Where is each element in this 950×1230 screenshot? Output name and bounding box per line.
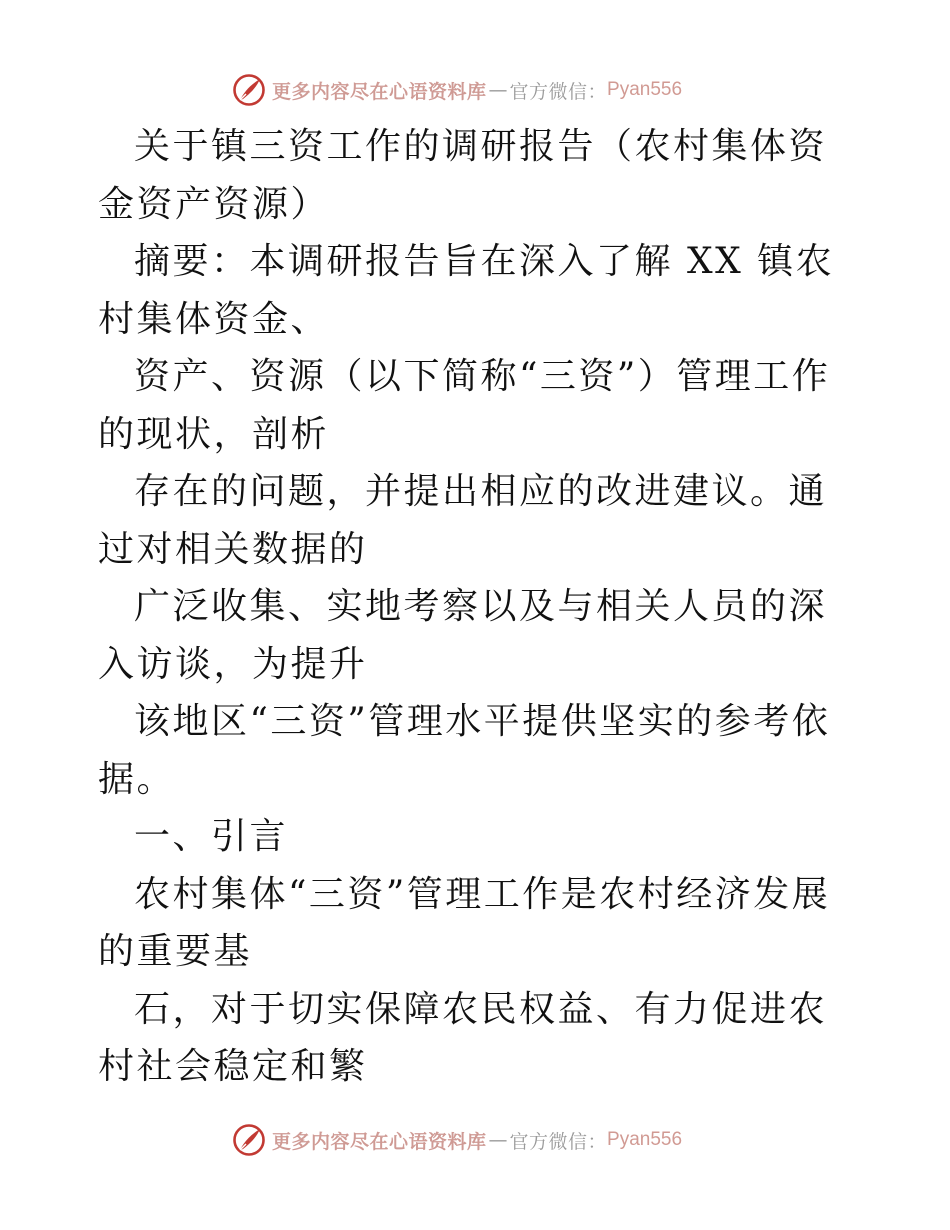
paragraph (98, 348, 858, 463)
section-heading (98, 808, 858, 866)
paragraph-line: 稳定和繁 (213, 1046, 368, 1087)
quill-logo-icon (232, 1123, 266, 1157)
paragraph-line: 关于镇三资工作的调研报告（农村集体资金资产 (98, 126, 828, 225)
paragraph (98, 463, 858, 578)
watermark-contact-label: 官方微信： (509, 1130, 608, 1153)
paragraph-line: 农村集体“三资”管理工作是农村经济发展的重 (98, 873, 831, 972)
paragraph (98, 981, 858, 1096)
paragraph-line: 石，对于切实保障农民权益、有力促进农村社会 (98, 988, 828, 1087)
quill-logo-icon (232, 73, 266, 107)
watermark-brand: 更多内容尽在心语资料库 (272, 1130, 487, 1153)
document-body (98, 118, 858, 1096)
paragraph-line: 一、引言 (134, 816, 289, 857)
watermark-contact-id: Pyan556 (607, 1129, 683, 1150)
paragraph-line: 要基 (175, 931, 253, 972)
paragraph-line: 摘要：本调研报告旨在深入了解 XX 镇农村集体 (98, 241, 835, 340)
paragraph-line: 关数据的 (213, 528, 368, 570)
paragraph-line: 资产、资源（以下简称“三资”）管理工作的现 (98, 356, 831, 455)
paragraph (98, 578, 858, 693)
watermark-contact-label: 官方微信： (509, 80, 608, 103)
watermark-brand: 更多内容尽在心语资料库 (272, 80, 487, 103)
paragraph-line: 状，剖析 (175, 413, 330, 455)
paragraph-line: 资源） (213, 183, 330, 225)
paragraph-line: 存在的问题，并提出相应的改进建议。通过对相 (98, 471, 828, 570)
paragraph (98, 693, 858, 808)
watermark-contact-id: Pyan556 (607, 79, 683, 100)
watermark-separator: — (488, 1129, 508, 1151)
paragraph-line: 谈，为提升 (175, 643, 368, 685)
footer-watermark (232, 1122, 682, 1158)
paragraph-line: 广泛收集、实地考察以及与相关人员的深入访 (98, 586, 828, 685)
paragraph-title (98, 118, 858, 233)
paragraph-line: 资金、 (213, 298, 330, 340)
paragraph-line: 该地区“三资”管理水平提供坚实的参考依据。 (98, 701, 831, 800)
paragraph-abstract (98, 233, 858, 348)
header-watermark (232, 72, 682, 108)
watermark-separator: — (488, 79, 508, 101)
paragraph (98, 866, 858, 981)
